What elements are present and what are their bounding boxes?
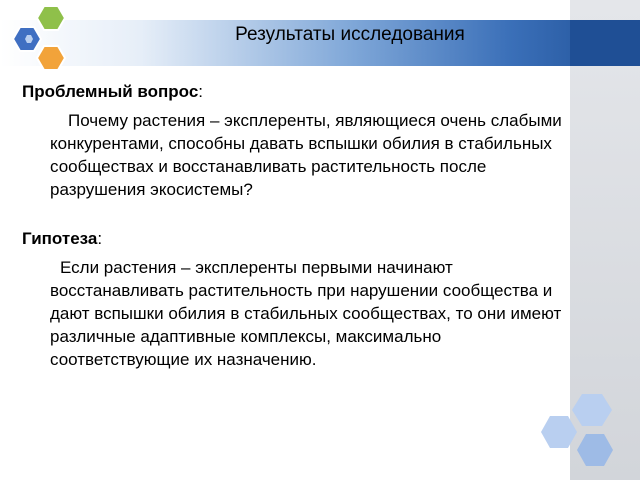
right-title-accent: [570, 20, 640, 66]
slide-content: [22, 80, 582, 371]
hexagon-decoration-icon: [520, 380, 640, 480]
hexagon-logo-icon: [0, 0, 90, 80]
slide-title: Результаты исследования: [235, 24, 465, 45]
question-heading: Проблемный вопрос: [22, 82, 199, 101]
question-heading-colon: :: [198, 82, 204, 101]
hypothesis-text: Если растения – эксплеренты первыми начинают восстанавливать растительность при нарушении сообщества и дают вспышки обилия в стабильных сообществах, то они имеют различные адаптивные комплексы, максимально соответствующие их назначению.: [50, 258, 562, 369]
hypothesis-heading: Гипотеза: [22, 229, 98, 248]
question-heading-line: [22, 80, 582, 103]
hypothesis-heading-line: [22, 227, 582, 250]
hypothesis-heading-colon: :: [97, 229, 103, 248]
question-text: Почему растения – эксплеренты, являющиеся очень слабыми конкурентами, способны давать вспышки обилия в стабильных сообществах и восстанавливать растительность после разрушения экосистемы?: [50, 111, 562, 199]
